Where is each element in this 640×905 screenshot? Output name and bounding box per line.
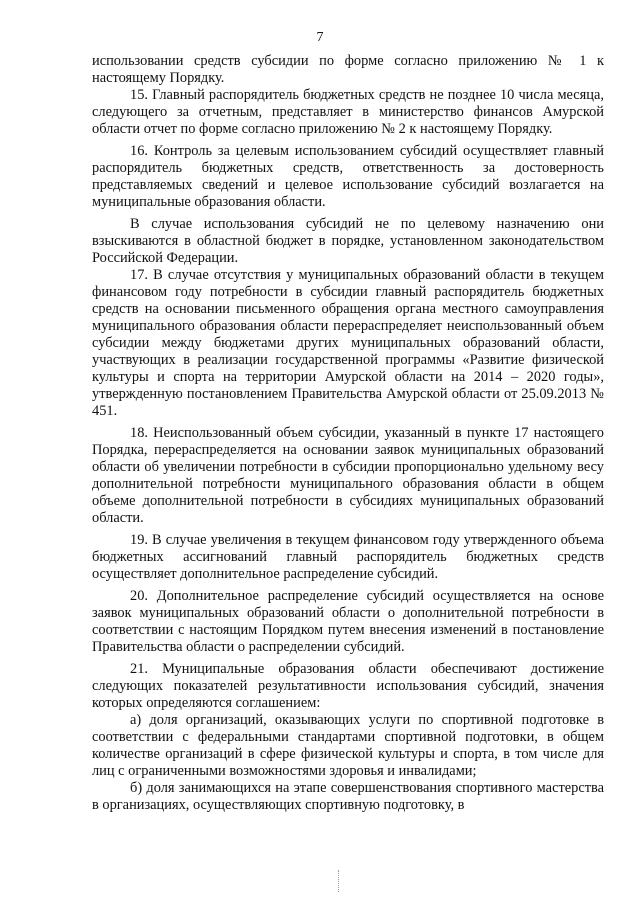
paragraph-15: 15. Главный распорядитель бюджетных средств не позднее 10 числа месяца, следующего за отчетным, представляет в министерство финансов Амурской области отчет по форме согласно приложению № 2 к настоящему Порядку. [92, 87, 604, 137]
paragraph-21-item-a: а) доля организаций, оказывающих услуги по спортивной подготовке в соответствии с федеральными стандартами спортивной подготовки, в общем количестве организаций в сфере физической культуры и спорта, в том числе для лиц с ограниченными возможностями здоровья и инвалидами; [92, 712, 604, 779]
paragraph-16: 16. Контроль за целевым использованием субсидий осуществляет главный распорядитель бюджетных средств, ответственность за достоверность представляемых сведений и целевое использование субсидий возлагается на муниципальные образования области. [92, 143, 604, 210]
paragraph-16-misuse: В случае использования субсидий не по целевому назначению они взыскиваются в областной бюджет в порядке, установленном законодательством Российской Федерации. [92, 216, 604, 266]
paragraph-21-item-b: б) доля занимающихся на этапе совершенствования спортивного мастерства в организациях, осуществляющих спортивную подготовку, в [92, 780, 604, 813]
page-number: 7 [316, 30, 324, 45]
paragraph-19: 19. В случае увеличения в текущем финансовом году утвержденного объема бюджетных ассигнований главный распорядитель бюджетных средств осуществляет дополнительное распределение субсидий. [92, 532, 604, 582]
paragraph-continuation: использовании средств субсидии по форме согласно приложению № 1 к настоящему Порядку. [92, 53, 604, 86]
paragraph-21: 21. Муниципальные образования области обеспечивают достижение следующих показателей результативности использования субсидий, значения которых определяются соглашением: [92, 661, 604, 711]
document-body [92, 53, 604, 814]
paragraph-17: 17. В случае отсутствия у муниципальных образований области в текущем финансовом году потребности в субсидии главный распорядитель бюджетных средств на основании письменного обращения органа местного самоуправления муниципального образования области перераспределяет неиспользованный объем субсидии между бюджетами других муниципальных образований области, участвующих в реализации государственной программы «Развитие физической культуры и спорта на территории Амурской области на 2014 – 2020 годы», утвержденную постановлением Правительства Амурской области от 25.09.2013 № 451. [92, 267, 604, 419]
scan-artifact-mark [338, 870, 340, 892]
paragraph-20: 20. Дополнительное распределение субсидий осуществляется на основе заявок муниципальных образований области о дополнительной потребности в соответствии с настоящим Порядком путем внесения изменений в постановление Правительства области о распределении субсидий. [92, 588, 604, 655]
paragraph-18: 18. Неиспользованный объем субсидии, указанный в пункте 17 настоящего Порядка, перераспределяется на основании заявок муниципальных образований области об увеличении потребности в субсидии пропорционально удельному весу дополнительной потребности муниципального образования области в общем объеме дополнительной потребности в субсидиях муниципальных образований области. [92, 425, 604, 526]
